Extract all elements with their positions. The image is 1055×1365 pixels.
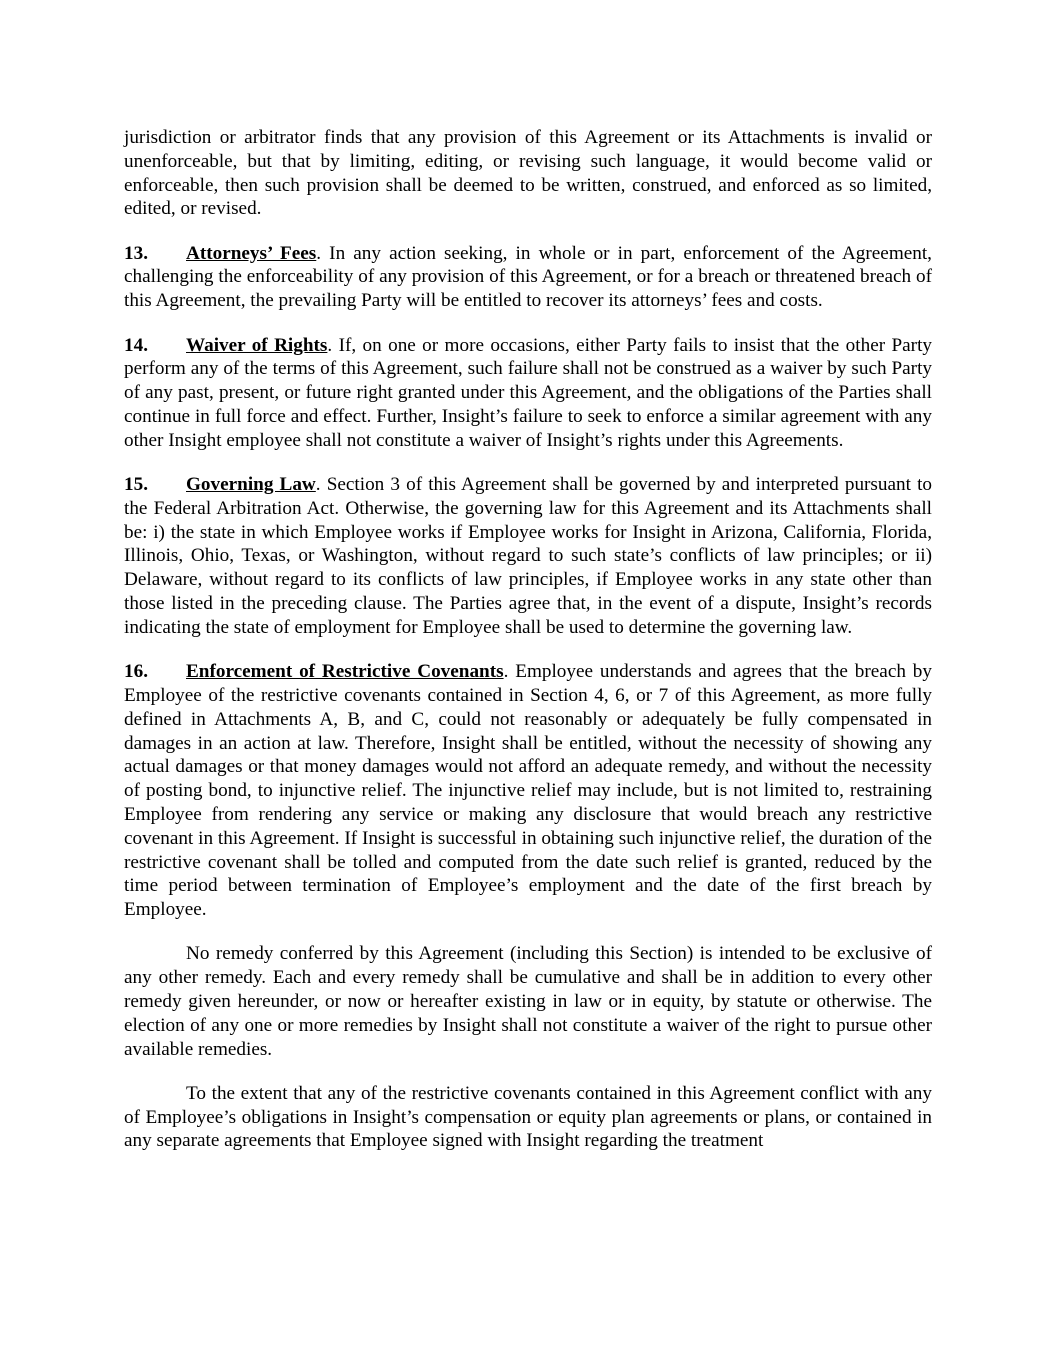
- section-body: Section 3 of this Agreement shall be governed by and interpreted pursuant to the Federal Arbitration Act. Otherwise, the governing law for this Agreement and its Attachments shall be: i) the state in which Employee works if Employee works for Insight in Arizona, California, Florida, Illinois, Ohio, Texas, or Washington, without regard to such state’s conflicts of law principles; or ii) Delaware, without regard to its conflicts of law principles, if Employee works in any state other than those listed in the preceding clause. The Parties agree that, in the event of a dispute, Insight’s records indicating the state of employment for Employee shall be used to determine the governing law.: [124, 474, 932, 638]
- section-number: 15.: [124, 474, 148, 496]
- section-number: 13.: [124, 242, 148, 264]
- section-15-governing-law: 15. Governing Law. Section 3 of this Agreement shall be governed by and interpreted pursuant to the Federal Arbitration Act. Otherwise, the governing law for this Agreement and its Attachments shall be: i) the state in which Employee works if Employee works for Insight in Arizona, California, Florida, Illinois, Ohio, Texas, or Washington, without regard to such state’s conflicts of law principles; or ii) Delaware, without regard to its conflicts of law principles, if Employee works in any state other than those listed in the preceding clause. The Parties agree that, in the event of a dispute, Insight’s records indicating the state of employment for Employee shall be used to determine the governing law.: [124, 474, 932, 638]
- section-heading: Enforcement of Restrictive Covenants: [186, 661, 504, 683]
- section-number: 14.: [124, 334, 148, 356]
- paragraph-continuation: jurisdiction or arbitrator finds that any provision of this Agreement or its Attachments is invalid or unenforceable, but that by limiting, editing, or revising such language, it would become valid or enforceable, then such provision shall be deemed to be written, construed, and enforced as so limited, edited, or revised.: [124, 127, 932, 220]
- document-page: [124, 126, 932, 1174]
- section-16-enforcement: 16. Enforcement of Restrictive Covenants. Employee understands and agrees that the breach by Employee of the restrictive covenants contained in Section 4, 6, or 7 of this Agreement, as more fully defined in Attachments A, B, and C, could not reasonably or adequately be fully compensated in damages in an action at law. Therefore, Insight shall be entitled, without the necessity of showing any actual damages or that money damages would not afford an adequate remedy, and without the necessity of posting bond, to injunctive relief. The injunctive relief may include, but is not limited to, restraining Employee from rendering any service or making any disclosure that would breach any restrictive covenant in this Agreement. If Insight is successful in obtaining such injunctive relief, the duration of the restrictive covenant shall be tolled and computed from the date such relief is granted, reduced by the time period between termination of Employee’s employment and the date of the first breach by Employee.: [124, 661, 932, 921]
- paragraph-remedies: No remedy conferred by this Agreement (including this Section) is intended to be exclusive of any other remedy. Each and every remedy shall be cumulative and shall be in addition to every other remedy given hereunder, or now or hereafter existing in law or in equity, by statute or otherwise. The election of any one or more remedies by Insight shall not constitute a waiver of the right to pursue other available remedies.: [124, 943, 932, 1060]
- section-body: If, on one or more occasions, either Party fails to insist that the other Party perform any of the terms of this Agreement, such failure shall not be construed as a waiver by such Party of any past, present, or future right granted under this Agreement, and the obligations of the Parties shall continue in full force and effect. Further, Insight’s failure to seek to enforce a similar agreement with any other Insight employee shall not constitute a waiver of Insight’s rights under this Agreements.: [124, 334, 932, 451]
- section-14-waiver-of-rights: 14. Waiver of Rights. If, on one or more occasions, either Party fails to insist that the other Party perform any of the terms of this Agreement, such failure shall not be construed as a waiver by such Party of any past, present, or future right granted under this Agreement, and the obligations of the Parties shall continue in full force and effect. Further, Insight’s failure to seek to enforce a similar agreement with any other Insight employee shall not constitute a waiver of Insight’s rights under this Agreements.: [124, 334, 932, 451]
- section-13-attorneys-fees: 13. Attorneys’ Fees. In any action seeking, in whole or in part, enforcement of the Agreement, challenging the enforceability of any provision of this Agreement, or for a breach or threatened breach of this Agreement, the prevailing Party will be entitled to recover its attorneys’ fees and costs.: [124, 242, 932, 312]
- section-body: In any action seeking, in whole or in part, enforcement of the Agreement, challenging the enforceability of any provision of this Agreement, or for a breach or threatened breach of this Agreement, the prevailing Party will be entitled to recover its attorneys’ fees and costs.: [124, 242, 932, 312]
- paragraph-conflict: To the extent that any of the restrictive covenants contained in this Agreement conflict with any of Employee’s obligations in Insight’s compensation or equity plan agreements or plans, or contained in any separate agreements that Employee signed with Insight regarding the treatment: [124, 1082, 932, 1152]
- section-heading: Attorneys’ Fees: [186, 242, 317, 264]
- section-heading: Waiver of Rights: [186, 334, 328, 356]
- section-heading: Governing Law: [186, 474, 316, 496]
- section-number: 16.: [124, 661, 148, 683]
- section-body: Employee understands and agrees that the breach by Employee of the restrictive covenants contained in Section 4, 6, or 7 of this Agreement, as more fully defined in Attachments A, B, and C, could not reasonably or adequately be fully compensated in damages in an action at law. Therefore, Insight shall be entitled, without the necessity of showing any actual damages or that money damages would not afford an adequate remedy, and without the necessity of posting bond, to injunctive relief. The injunctive relief may include, but is not limited to, restraining Employee from rendering any service or making any disclosure that would breach any restrictive covenant in this Agreement. If Insight is successful in obtaining such injunctive relief, the duration of the restrictive covenant shall be tolled and computed from the date such relief is granted, reduced by the time period between termination of Employee’s employment and the date of the first breach by Employee.: [124, 661, 932, 921]
